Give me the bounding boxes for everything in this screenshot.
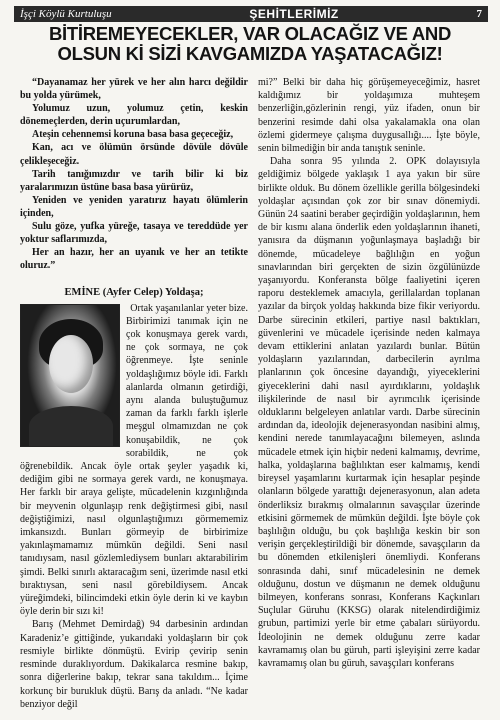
body-paragraph: Barış (Mehmet Demirdağ) 94 darbesinin ardından Karadeniz’e gittiğinde, yukarıdaki yoldaşların bir çok resmiyle birlikte dönmüştü. Evirip çevirip senin resminde duraklıyordum. Dakikalarca resmine bakıp, sonra diğerlerine bakıp, tekrar sana takıldım... İçime korkunç bir burukluk düştü. Barış da anladı. “Ne kadar benziyor değil bbox=[20, 619, 248, 710]
article-title-line-1: BİTİREMEYECEKLER, VAR OLACAĞIZ VE AND bbox=[48, 23, 452, 44]
portrait-photo bbox=[20, 304, 120, 447]
poem-line: Yeniden ve yeniden yaratırız hayatı ölümlerin içinden, bbox=[20, 194, 248, 219]
right-column bbox=[258, 76, 480, 670]
photo-block bbox=[20, 302, 248, 711]
portrait-shoulders bbox=[29, 406, 113, 446]
poem-line: Yolumuz uzun, yolumuz çetin, keskin dönemeçlerden, derin uçurumlardan, bbox=[20, 103, 248, 128]
page-number: 7 bbox=[476, 8, 482, 20]
left-column bbox=[20, 76, 248, 711]
poem-line: Tarih tanığımızdır ve tarih bilir ki biz yaralarımızın üstüne basa basa yürürüz, bbox=[20, 168, 248, 193]
page-header bbox=[14, 6, 488, 22]
body-paragraph: Birbirimizi tanımak için ne çok konuşmaya gerek vardı, ne çok sormaya, ne çok öğrenmeye. İşte seninle yoldaşlığımız böyle idi. Farklı alanlarda olmanın getirdiği, aynı alanda buluştuğumuz zaman da farklı farklı işlerle meşgul olmamızdan ne çok konuşabildik, ne çok sorabildik, ne çok öğrenebildik. Ancak öyle ortak şeyler yaşadık ki, dediğim gibi ne sormaya gerek vardı, ne konuşmaya. Her farklı bir araya gelişte, mücadelenin kızgınlığında bir meyvenin olgunlaşıp renk değiştirmesi gibi, nasıl değiştiğimizi, nasıl olgunlaştığımızı görmememiz imkansızdı. Bunları görmeyip de birbirimize yakınlaşmamamız mümkün değildi. Seni nasıl tanıdıysam, nasıl gözlemlediysem bunları aktarabilirim şimdi. Belki sınırlı aktaracağım seni, üzerimde nasıl etki bıraktıysan, seni nasıl görebildiysem. Ancak yüreğimdeki, bilincimdeki etkin öyle derin ki ve kaybın öyle derin bir sızı ki! bbox=[20, 315, 248, 618]
poem-line: Sulu göze, yufka yüreğe, tasaya ve tereddüde yer yoktur saflarımızda, bbox=[20, 221, 248, 246]
body-paragraph: mi?” Belki bir daha hiç görüşemeyeceğimiz, hasret kaldığımız bir yoldaşımıza muhteşem benzerliğin,gözlerinin rengi, yüz ifaden, onun bir benzerini resimde dahi olsa yakalamakla ona olan özlemi gidermeye çalışma duygusallığı.... İşte böyle, senin bilmediğin bir anda tanıştık seninle. bbox=[258, 77, 480, 155]
poem-line: “Dayanamaz her yürek ve her alın harcı değildir bu yolda yürümek, bbox=[20, 77, 248, 102]
portrait-face bbox=[49, 335, 93, 393]
poem-line: Ateşin cehennemsi koruna basa basa geçeceğiz, bbox=[32, 129, 234, 141]
article-title-line-2: OLSUN Kİ SİZİ KAVGAMIZDA YAŞATACAĞIZ! bbox=[57, 43, 443, 64]
greeting-tail: Ortak yaşanılanlar yeter bize. bbox=[130, 302, 248, 314]
section-title: ŞEHİTLERİMİZ bbox=[249, 7, 339, 21]
publication-name: İşçi Köylü Kurtuluşu bbox=[20, 8, 112, 20]
poem-line: Her an hazır, her an uyanık ve her an tetikte oluruz.” bbox=[20, 247, 248, 272]
poem-line: Kan, acı ve ölümün örsünde dövüle dövüle çelikleşeceğiz. bbox=[20, 142, 248, 167]
poem-quote bbox=[20, 76, 248, 272]
greeting-heading: EMİNE (Ayfer Celep) Yoldaşa; bbox=[64, 287, 204, 299]
body-paragraph: Daha sonra 95 yılında 2. OPK dolayısıyla geldiğimiz bölgede yaklaşık 1 aya yakın bir süre birlikte olduk. Bu dönem özellikle gerilla bölgesindeki yoldaşlar açısından çok zor bir sınav dönemiydi. Günün 24 saatini beraber geçirdiğin yoldaşlarının, hem de bir kısmı alana önderlik eden yoldaşlarının ihaneti, yanısıra da düşmanın yoğunlaşmaya başladığı bir dönemde, mücadeleye bağlılığın en yoğun sınavlarından biri gerçekten de sizin özgülünüzde yaşanıyordu. Konferansta bölge faaliyetini içeren raporu desteklemek amacıyla, gerillalardan toplanan yazılar da birçok yoldaş hakkında bize fikir veriyordu. Darbe sürecinin etkileri, partiye nasıl baktıkları, güvenlerini ve mücadele içerisinde neden kalmaya devam ettiklerini anlatan yazılardı bunlar. Bütün yoldaşların yazılarından, darbecilerin ayrılma planlarının çok öncesine dayandığı, yiyeceklerini giyeceklerini dahi nasıl ayırdıklarını, yoldaşlık ilişkilerinde de nasıl bir ayrımcılık içerisinde olduklarını belgeleyen anlatılar vardı. Darbe sürecinin ardından da, ideolojik dejenerasyondan nasibini almış, kendini nerede tanımlayacağını bilemeyen, aslında mücadele etmek için hiçbir nedeni kalmamış, devrime, halka, yoldaşlarına bağlılıktan eser kalmamış, kendi bireysel yaşamlarını kurtarmak için hesaplar peşinde olanların bölgede yarattığı dejenerasyonun, alan adeta önderliksiz bırakmış olmalarının savaşçılar üzerinde etkisini görmemek de mümkün değildi. İşte böyle çok başlılığın olduğu, bu çok başlılığa keskin bir son verişin gerçekleştirildiği bir dönemde, savaşçıların da bu dönemden etkilenişleri önemliydi. Konferans sonrasında dahi, sınıf mücadelesinin ne demek olduğunu, dostun ve düşmanın ne demek olduğunu bilmeyen, konferans sonrası, Konferans Kaçkınları Suçlular Güruhu (KKSG) olarak nitelendirdiğimiz grubun, partimizi yerle bir etme çabaları sürüyordu. İdeolojinin ne demek olduğunu zerre kadar kavramamış olan bu güruh, parti işleyişini zerre kadar kavramamış olan bu güruh, savaşçıları konferans bbox=[258, 156, 480, 669]
article-title bbox=[20, 24, 480, 64]
